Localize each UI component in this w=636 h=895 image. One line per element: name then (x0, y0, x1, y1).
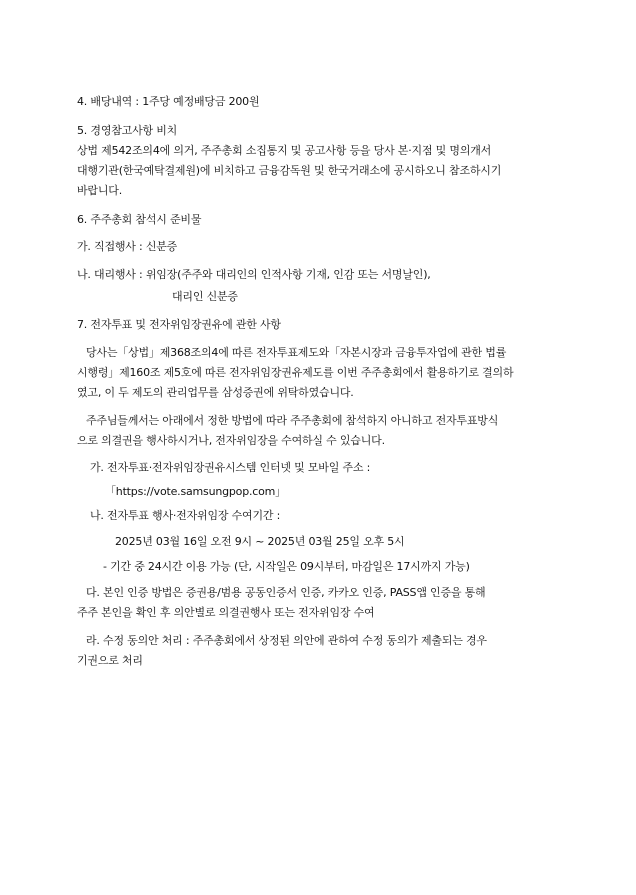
section-7-item-d-line-1: 라. 수정 동의안 처리 : 주주총회에서 상정된 의안에 관하여 수정 동의가 제출되는 경우 (86, 634, 487, 647)
section-7-item-b: 나. 전자투표 행사·전자위임장 수여기간 : (90, 509, 281, 522)
voting-period-note: - 기간 중 24시간 이용 가능 (단, 시작일은 09시부터, 마감일은 17시까지 가능) (103, 560, 470, 573)
section-5-title: 5. 경영참고사항 비치 (77, 124, 178, 137)
section-4-dividend: 4. 배당내역 : 1주당 예정배당금 200원 (77, 95, 260, 108)
voting-period: 2025년 03월 16일 오전 9시 ~ 2025년 03월 25일 오후 5시 (115, 535, 405, 548)
section-5-line-3: 바랍니다. (77, 184, 123, 197)
section-7-item-c-line-1: 다. 본인 인증 방법은 증권용/범용 공동인증서 인증, 카카오 인증, PASS앱 인증을 통해 (86, 586, 486, 599)
section-7-para2-line-1: 주주님들께서는 아래에서 정한 방법에 따라 주주총회에 참석하지 아니하고 전자투표방식 (86, 414, 499, 427)
section-6-proxy-cont: 대리인 신분증 (172, 290, 238, 303)
section-7-item-a: 가. 전자투표·전자위임장권유시스템 인터넷 및 모바일 주소 : (90, 461, 371, 474)
section-6-proxy: 나. 대리행사 : 위임장(주주와 대리인의 인적사항 기재, 인감 또는 서명날인), (77, 268, 431, 281)
section-7-para1-line-3: 였고, 이 두 제도의 관리업무를 삼성증권에 위탁하였습니다. (77, 386, 354, 399)
section-7-para1-line-2: 시행령」제160조 제5호에 따른 전자위임장권유제도를 이번 주주총회에서 활용하기로 결의하 (77, 366, 514, 379)
section-6-title: 6. 주주총회 참석시 준비물 (77, 213, 202, 226)
section-6-direct: 가. 직접행사 : 신분증 (77, 240, 178, 253)
section-7-item-c-line-2: 주주 본인을 확인 후 의안별로 의결권행사 또는 전자위임장 수여 (77, 606, 375, 619)
section-7-title: 7. 전자투표 및 전자위임장권유에 관한 사항 (77, 318, 281, 331)
section-5-line-2: 대행기관(한국예탁결제원)에 비치하고 금융감독원 및 한국거래소에 공시하오니 참조하시기 (77, 164, 502, 177)
section-7-para2-line-2: 으로 의결권을 행사하시거나, 전자위임장을 수여하실 수 있습니다. (77, 434, 385, 447)
voting-url: 「https://vote.samsungpop.com」 (105, 485, 286, 498)
section-7-para1-line-1: 당사는「상법」제368조의4에 따른 전자투표제도와「자본시장과 금융투자업에 관한 법률 (86, 346, 507, 359)
section-5-line-1: 상법 제542조의4에 의거, 주주총회 소집통지 및 공고사항 등을 당사 본·지점 및 명의개서 (77, 144, 492, 157)
section-7-item-d-line-2: 기권으로 처리 (77, 654, 143, 667)
